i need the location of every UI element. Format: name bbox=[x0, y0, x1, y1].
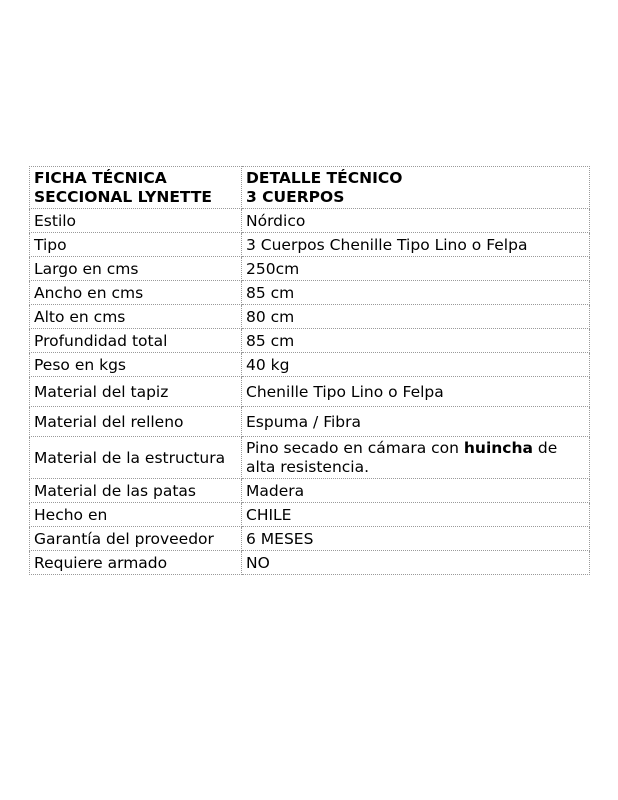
row-label: Estilo bbox=[30, 209, 242, 233]
row-value: Madera bbox=[242, 479, 590, 503]
row-value: Nórdico bbox=[242, 209, 590, 233]
header-cell-detalle bbox=[242, 167, 590, 209]
table-row bbox=[30, 527, 590, 551]
row-label: Peso en kgs bbox=[30, 353, 242, 377]
table-row bbox=[30, 479, 590, 503]
table-row bbox=[30, 353, 590, 377]
row-label: Requiere armado bbox=[30, 551, 242, 575]
row-label: Ancho en cms bbox=[30, 281, 242, 305]
row-value: 250cm bbox=[242, 257, 590, 281]
table-row bbox=[30, 551, 590, 575]
table-row bbox=[30, 503, 590, 527]
row-label: Profundidad total bbox=[30, 329, 242, 353]
row-value: 80 cm bbox=[242, 305, 590, 329]
table-row bbox=[30, 257, 590, 281]
row-label: Tipo bbox=[30, 233, 242, 257]
header-cell-ficha bbox=[30, 167, 242, 209]
row-value: 40 kg bbox=[242, 353, 590, 377]
header-title-line1: FICHA TÉCNICA bbox=[34, 169, 167, 187]
row-value: 6 MESES bbox=[242, 527, 590, 551]
row-label: Hecho en bbox=[30, 503, 242, 527]
table-row bbox=[30, 281, 590, 305]
row-value: 3 Cuerpos Chenille Tipo Lino o Felpa bbox=[242, 233, 590, 257]
table-row bbox=[30, 305, 590, 329]
row-value: 85 cm bbox=[242, 329, 590, 353]
table-header-row bbox=[30, 167, 590, 209]
table-row bbox=[30, 233, 590, 257]
row-value: 85 cm bbox=[242, 281, 590, 305]
row-value bbox=[242, 437, 590, 479]
table-row bbox=[30, 377, 590, 407]
header-detail-line1: DETALLE TÉCNICO bbox=[246, 169, 403, 187]
row-value-part: Pino secado en cámara con bbox=[246, 439, 464, 457]
row-value: Chenille Tipo Lino o Felpa bbox=[242, 377, 590, 407]
header-title-line2: SECCIONAL LYNETTE bbox=[34, 188, 213, 206]
row-label: Material de las patas bbox=[30, 479, 242, 503]
row-label: Garantía del proveedor bbox=[30, 527, 242, 551]
header-detail-line2: 3 CUERPOS bbox=[246, 188, 345, 206]
row-value: NO bbox=[242, 551, 590, 575]
row-label: Material del tapiz bbox=[30, 377, 242, 407]
table-row bbox=[30, 437, 590, 479]
row-value-bold: huincha bbox=[463, 439, 533, 457]
table-row bbox=[30, 407, 590, 437]
row-label: Largo en cms bbox=[30, 257, 242, 281]
table-row bbox=[30, 329, 590, 353]
row-label: Material del relleno bbox=[30, 407, 242, 437]
table-row bbox=[30, 209, 590, 233]
row-value-part: de alta resistencia. bbox=[246, 439, 558, 476]
row-label: Material de la estructura bbox=[30, 437, 242, 479]
spec-table bbox=[29, 166, 590, 575]
row-label: Alto en cms bbox=[30, 305, 242, 329]
row-value: Espuma / Fibra bbox=[242, 407, 590, 437]
row-value: CHILE bbox=[242, 503, 590, 527]
